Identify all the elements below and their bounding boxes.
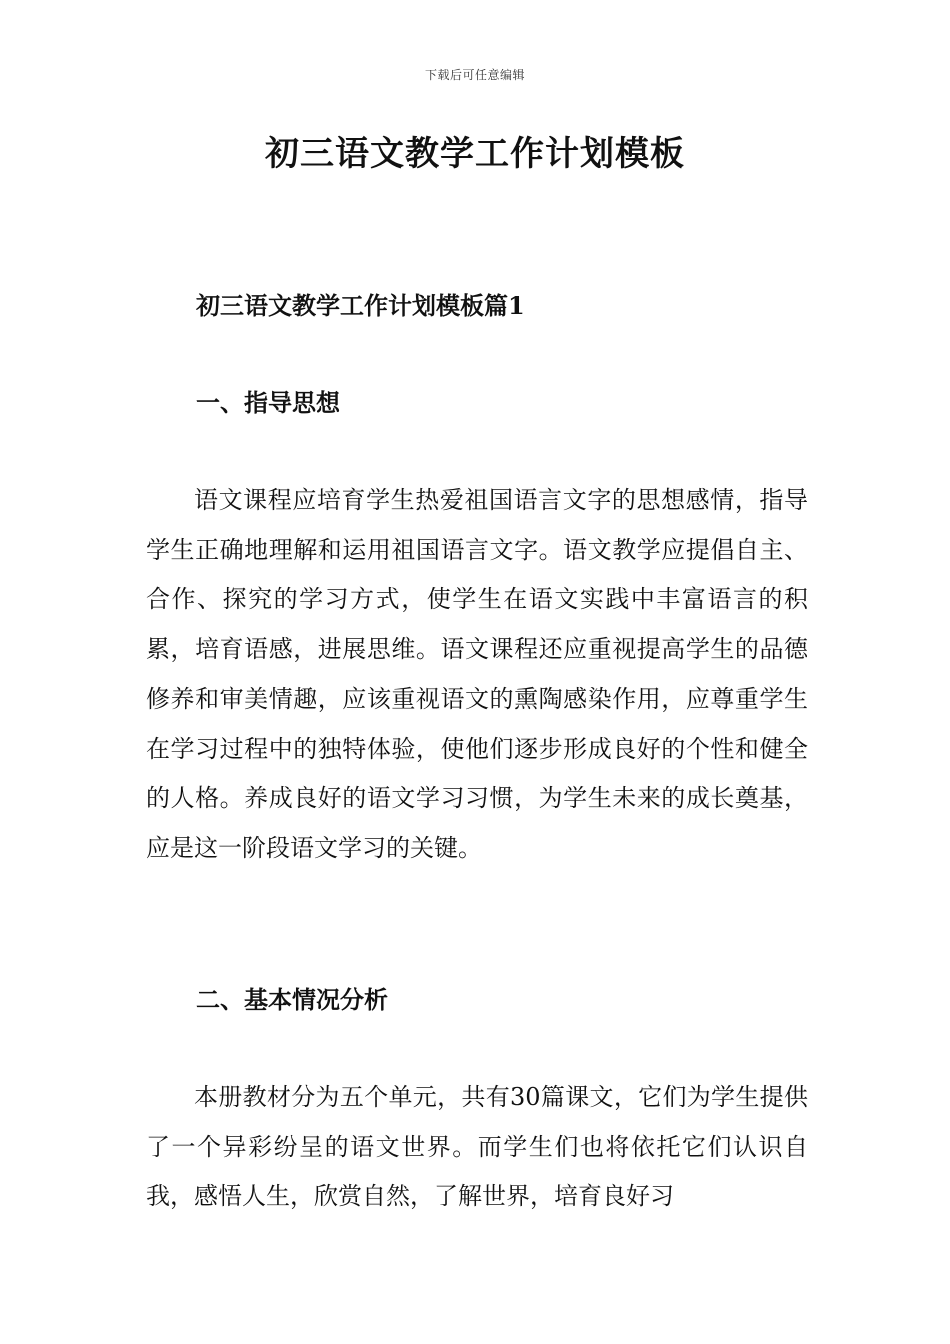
paragraph-situation-analysis: 本册教材分为五个单元，共有30篇课文，它们为学生提供了一个异彩纷呈的语文世界。而学生们也将依托它们认识自我，感悟人生，欣赏自然，了解世界，培育良好习 — [146, 1083, 808, 1211]
paragraph-guiding-ideology: 语文课程应培育学生热爱祖国语言文字的思想感情，指导学生正确地理解和运用祖国语言文字。语文教学应提倡自主、合作、探究的学习方式，使学生在语文实践中丰富语言的积累，培育语感，进展思维。语文课程还应重视提高学生的品德修养和审美情趣，应该重视语文的熏陶感染作用，应尊重学生在学习过程中的独特体验，使他们逐步形成良好的个性和健全的人格。养成良好的语文学习习惯，为学生未来的成长奠基，应是这一阶段语文学习的关键。 — [146, 486, 808, 862]
heading-guiding-ideology: 一、指导思想 — [196, 388, 340, 417]
document-title: 初三语文教学工作计划模板 — [265, 134, 685, 174]
heading-situation-analysis: 二、基本情况分析 — [196, 985, 388, 1014]
header-note: 下载后可任意编辑 — [424, 68, 525, 82]
section-title: 初三语文教学工作计划模板篇1 — [196, 291, 525, 320]
